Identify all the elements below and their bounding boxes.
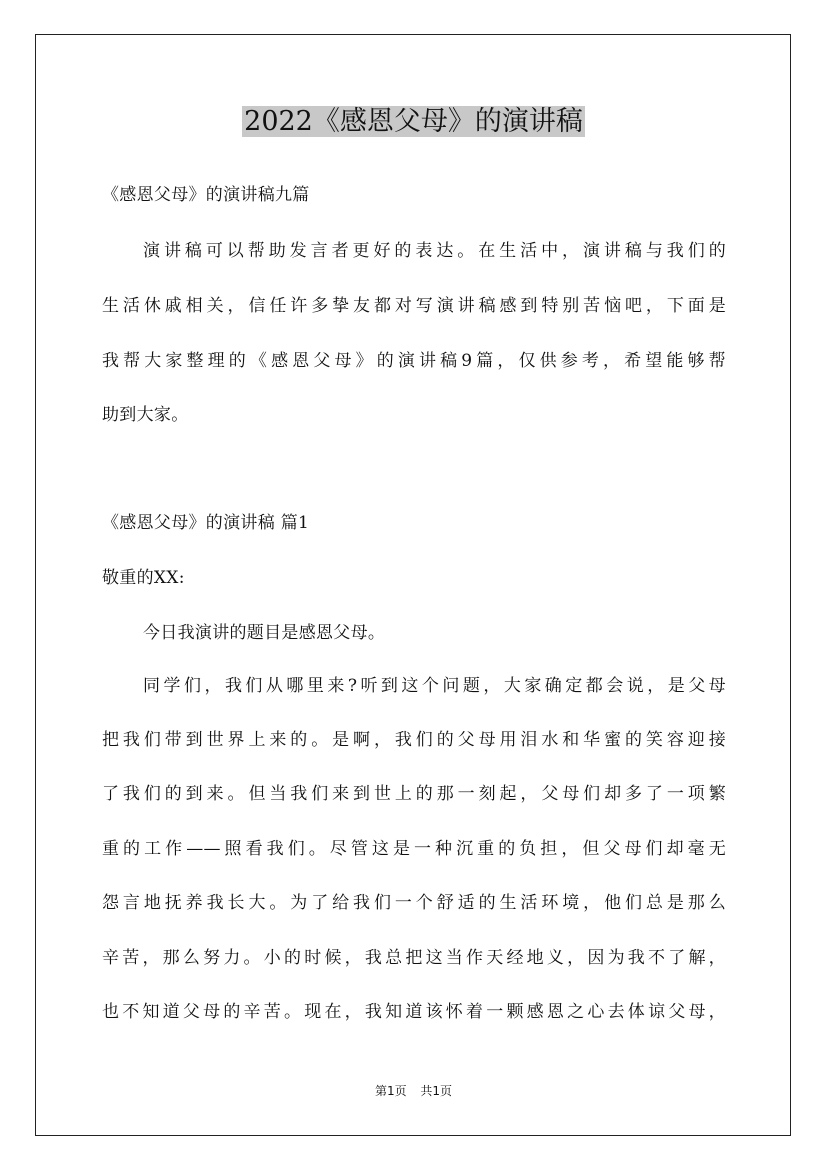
document-title <box>0 102 827 142</box>
body-line-3: 了我们的到来。但当我们来到世上的那一刻起，父母们却多了一项繁 <box>102 784 726 804</box>
intro-line-3: 我帮大家整理的《感恩父母》的演讲稿9篇，仅供参考，希望能够帮 <box>102 351 726 371</box>
body-line-6: 辛苦，那么努力。小的时候，我总把这当作天经地义，因为我不了解， <box>102 948 726 968</box>
body-line-7: 也不知道父母的辛苦。现在，我知道该怀着一颗感恩之心去体谅父母， <box>102 1002 726 1022</box>
body-line-1: 同学们，我们从哪里来?听到这个问题，大家确定都会说，是父母 <box>143 676 726 696</box>
intro-line-1: 演讲稿可以帮助发言者更好的表达。在生活中，演讲稿与我们的 <box>143 241 726 261</box>
intro-line-2: 生活休戚相关，信任许多挚友都对写演讲稿感到特别苦恼吧，下面是 <box>102 296 726 316</box>
salutation: 敬重的XX: <box>102 568 185 588</box>
section-heading: 《感恩父母》的演讲稿 篇1 <box>102 513 310 533</box>
opening-line: 今日我演讲的题目是感恩父母。 <box>143 623 386 643</box>
body-line-5: 怨言地抚养我长大。为了给我们一个舒适的生活环境，他们总是那么 <box>102 893 726 913</box>
intro-line-4: 助到大家。 <box>102 405 189 425</box>
page-footer <box>0 1082 827 1099</box>
page-number: 第1页 <box>374 1084 407 1098</box>
document-title-text: 2022《感恩父母》的演讲稿 <box>244 106 583 137</box>
body-line-4: 重的工作——照看我们。尽管这是一种沉重的负担，但父母们却毫无 <box>102 839 726 859</box>
page-total: 共1页 <box>420 1084 453 1098</box>
document-subtitle: 《感恩父母》的演讲稿九篇 <box>102 185 310 205</box>
body-line-2: 把我们带到世界上来的。是啊，我们的父母用泪水和华蜜的笑容迎接 <box>102 730 726 750</box>
